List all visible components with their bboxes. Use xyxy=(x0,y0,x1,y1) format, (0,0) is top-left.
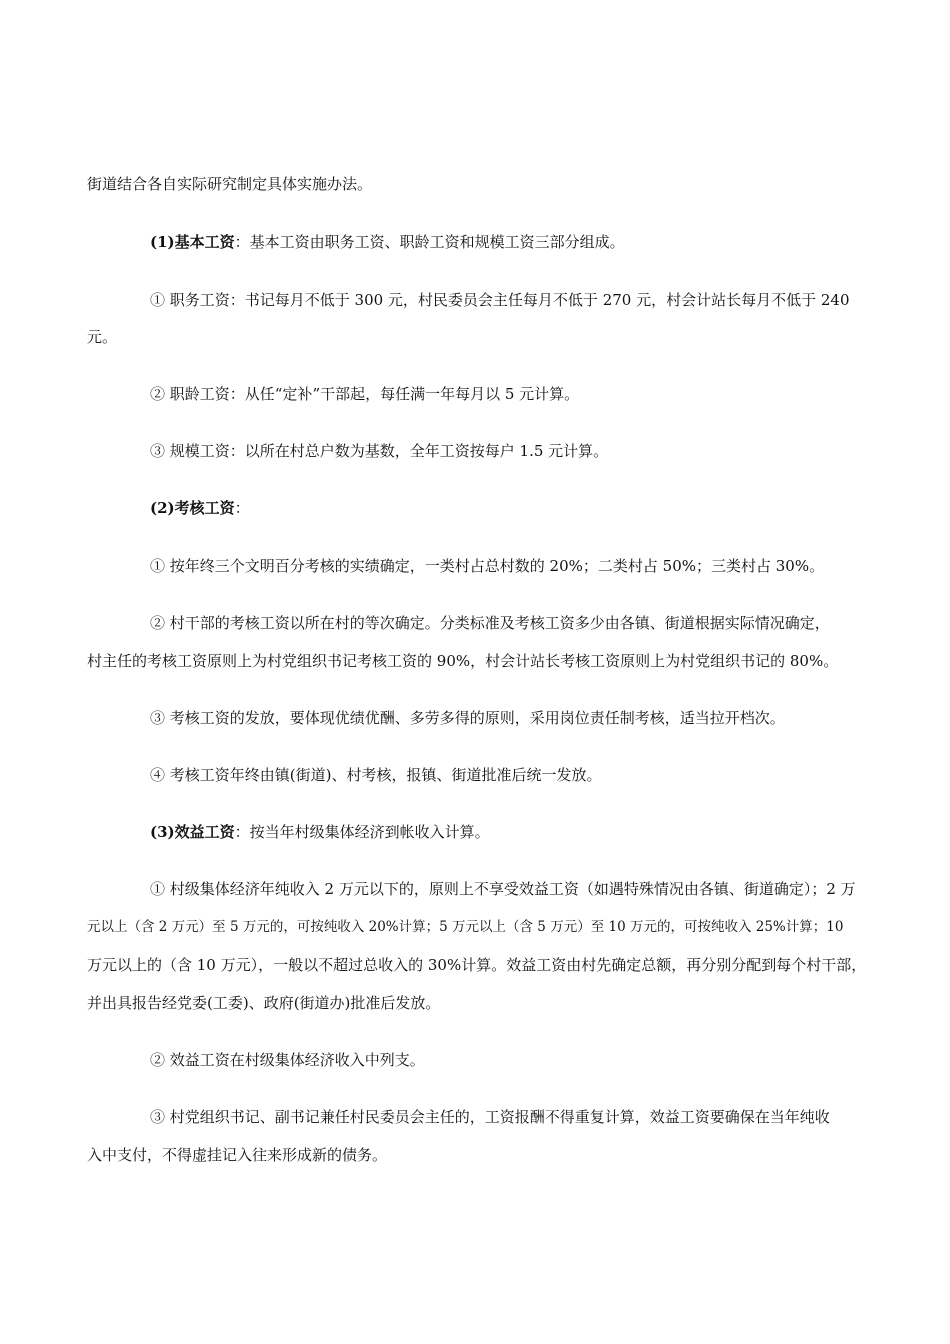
section-3-heading: (3)效益工资 xyxy=(150,823,235,841)
list-item: ② 村干部的考核工资以所在村的等次确定。分类标准及考核工资多少由各镇、街道根据实际情况确定， xyxy=(150,614,830,632)
section-2-heading: (2)考核工资 xyxy=(150,499,235,517)
list-item-continuation: 村主任的考核工资原则上为村党组织书记考核工资的 90%，村会计站长考核工资原则上为村党组织书记的 80%。 xyxy=(87,652,839,670)
list-item: ④ 考核工资年终由镇(街道)、村考核，报镇、街道批准后统一发放。 xyxy=(150,766,602,784)
list-item-continuation: 元以上（含 2 万元）至 5 万元的，可按纯收入 20%计算；5 万元以上（含 5 万元）至 10 万元的，可按纯收入 25%计算；10 xyxy=(87,919,844,935)
list-item: ① 村级集体经济年纯收入 2 万元以下的，原则上不享受效益工资（如遇特殊情况由各镇、街道确定）；2 万 xyxy=(150,880,856,898)
list-item-continuation: 万元以上的（含 10 万元），一般以不超过总收入的 30%计算。效益工资由村先确定总额，再分别分配到每个村干部， xyxy=(87,956,867,974)
list-item: ③ 考核工资的发放，要体现优绩优酬、多劳多得的原则，采用岗位责任制考核，适当拉开档次。 xyxy=(150,709,785,727)
section-1-heading: (1)基本工资 xyxy=(150,233,235,251)
list-item-continuation: 入中支付，不得虚挂记入往来形成新的债务。 xyxy=(87,1146,388,1164)
list-item: ② 职龄工资：从任“定补”干部起，每任满一年每月以 5 元计算。 xyxy=(150,385,580,403)
section-2-text: ： xyxy=(234,499,250,517)
section-2-paragraph xyxy=(150,498,867,518)
list-item-continuation: 元。 xyxy=(87,328,118,346)
section-3-paragraph xyxy=(150,822,867,842)
section-1-text: ：基本工资由职务工资、职龄工资和规模工资三部分组成。 xyxy=(234,233,625,251)
paragraph: 街道结合各自实际研究制定具体实施办法。 xyxy=(87,175,373,193)
list-item: ① 按年终三个文明百分考核的实绩确定，一类村占总村数的 20%；二类村占 50%；三类村占 30%。 xyxy=(150,557,825,575)
section-3-text: ：按当年村级集体经济到帐收入计算。 xyxy=(234,823,490,841)
list-item: ③ 规模工资：以所在村总户数为基数，全年工资按每户 1.5 元计算。 xyxy=(150,442,609,460)
list-item: ② 效益工资在村级集体经济收入中列支。 xyxy=(150,1051,425,1069)
list-item: ③ 村党组织书记、副书记兼任村民委员会主任的，工资报酬不得重复计算，效益工资要确保在当年纯收 xyxy=(150,1108,830,1126)
section-1-paragraph xyxy=(150,232,867,252)
list-item-continuation: 并出具报告经党委(工委)、政府(街道办)批准后发放。 xyxy=(87,994,441,1012)
list-item: ① 职务工资：书记每月不低于 300 元，村民委员会主任每月不低于 270 元，村会计站长每月不低于 240 xyxy=(150,291,850,309)
